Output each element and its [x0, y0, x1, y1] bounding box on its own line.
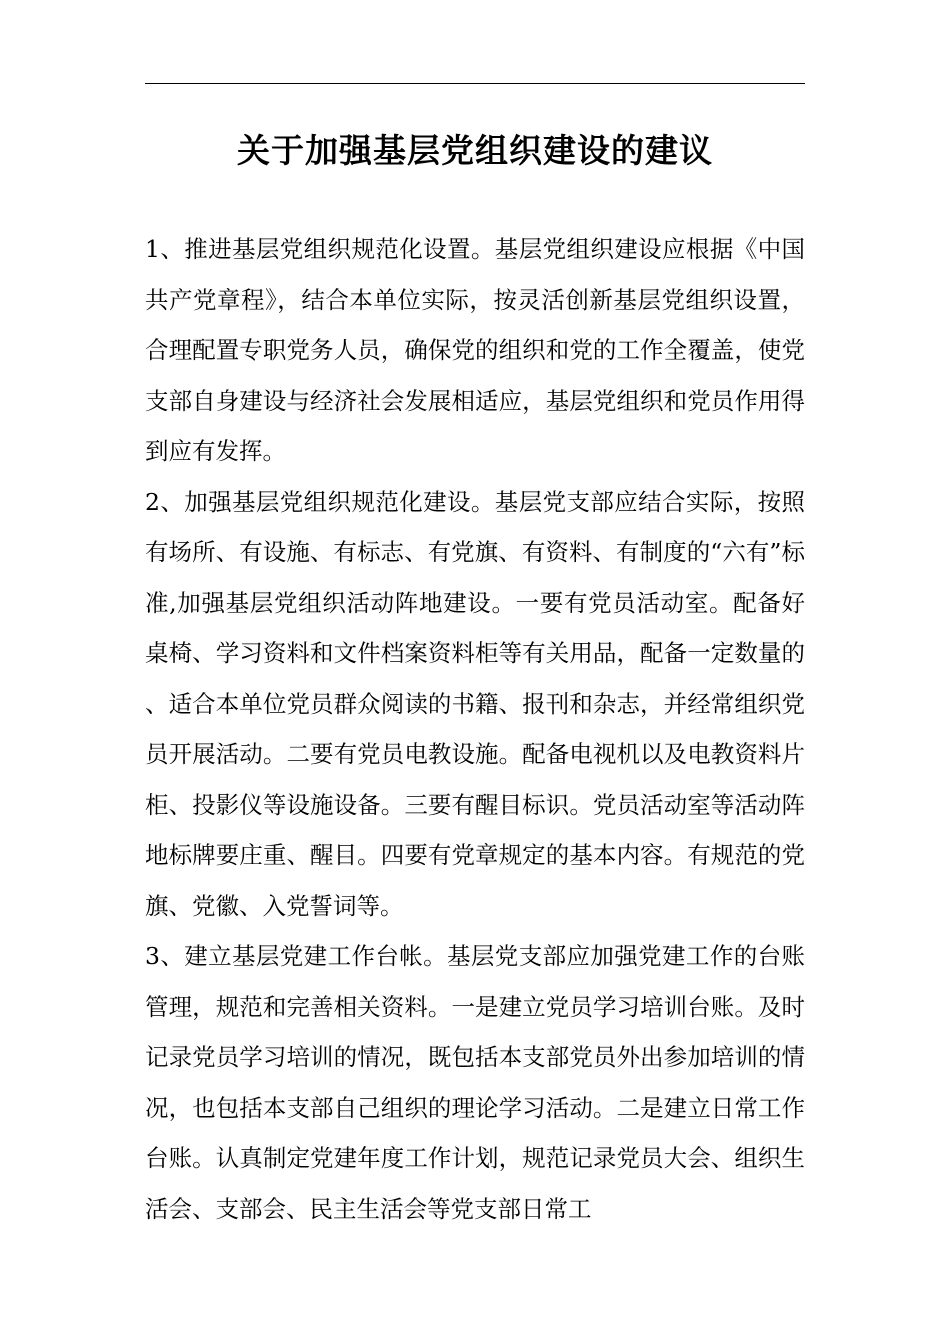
document-body	[145, 224, 805, 1234]
header-rule	[145, 83, 805, 84]
document-title: 关于加强基层党组织建设的建议	[237, 131, 713, 170]
paragraph-2: 2、加强基层党组织规范化建设。基层党支部应结合实际，按照有场所、有设施、有标志、有党旗、有资料、有制度的“六有”标准,加强基层党组织活动阵地建设。一要有党员活动室。配备好桌椅、学习资料和文件档案资料柜等有关用品，配备一定数量的、适合本单位党员群众阅读的书籍、报刊和杂志，并经常组织党员开展活动。二要有党员电教设施。配备电视机以及电教资料片柜、投影仪等设施设备。三要有醒目标识。党员活动室等活动阵地标牌要庄重、醒目。四要有党章规定的基本内容。有规范的党旗、党徽、入党誓词等。	[145, 487, 805, 920]
paragraph-1: 1、推进基层党组织规范化设置。基层党组织建设应根据《中国共产党章程》，结合本单位实际，按灵活创新基层党组织设置，合理配置专职党务人员，确保党的组织和党的工作全覆盖，使党支部自身建设与经济社会发展相适应，基层党组织和党员作用得到应有发挥。	[145, 235, 805, 465]
paragraph-3: 3、建立基层党建工作台帐。基层党支部应加强党建工作的台账管理，规范和完善相关资料。一是建立党员学习培训台账。及时记录党员学习培训的情况，既包括本支部党员外出参加培训的情况，也包括本支部自己组织的理论学习活动。二是建立日常工作台账。认真制定党建年度工作计划，规范记录党员大会、组织生活会、支部会、民主生活会等党支部日常工	[145, 942, 805, 1223]
